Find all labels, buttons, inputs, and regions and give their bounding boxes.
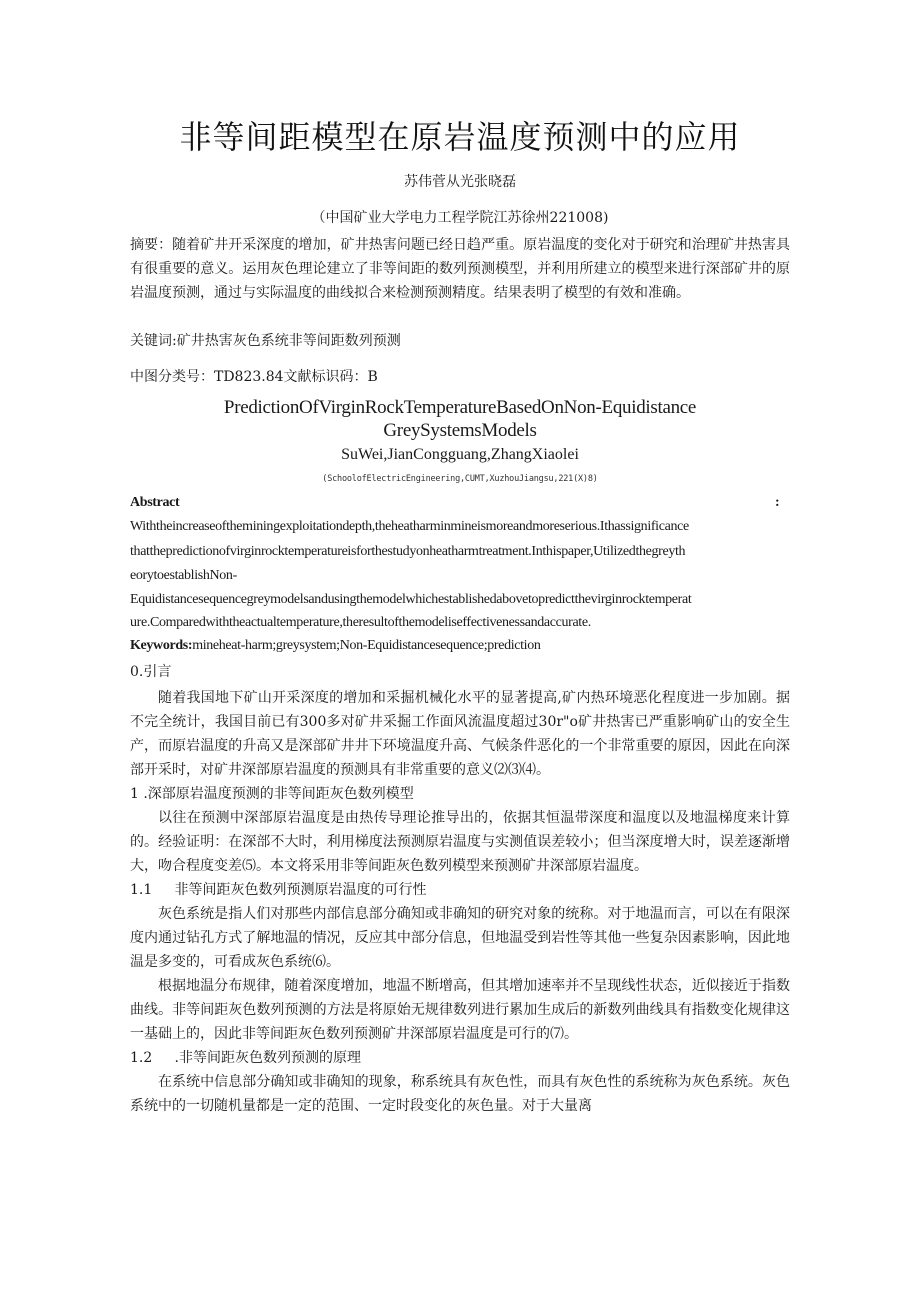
- abstract-en-line: thatthepredictionofvirginrocktemperatureisforthestudyonheatharmtreatment.Inthispaper,Utilizedthegreyth: [130, 544, 686, 559]
- abstract-en-label: Abstract: [130, 495, 180, 510]
- abstract-cn-text: ：随着矿井开采深度的增加，矿井热害问题已经日趋严重。原岩温度的变化对于研究和治理矿井热害具有很重要的意义。运用灰色理论建立了非等间距的数列预测模型，并利用所建立的模型来进行深部矿井的原岩温度预测，通过与实际温度的曲线拟合来检测预测精度。结果表明了模型的有效和准确。: [130, 237, 791, 301]
- section-1-2-para: 在系统中信息部分确知或非确知的现象，称系统具有灰色性，而具有灰色性的系统称为灰色系统。灰色系统中的一切随机量都是一定的范围、一定时段变化的灰色量。对于大量离: [130, 1074, 790, 1114]
- en-authors: SuWei,JianCongguang,ZhangXiaolei: [341, 446, 579, 463]
- section-0-heading: 0.引言: [130, 664, 172, 680]
- section-1-1-heading: 1.1 非等间距灰色数列预测原岩温度的可行性: [130, 882, 427, 898]
- abstract-en-colon: :: [775, 495, 780, 510]
- abstract-en-line: Withtheincreaseoftheminingexploitationdepth,theheatharminmineismoreandmoreserious.Ithassignificance: [130, 519, 689, 534]
- paper-title: 非等间距模型在原岩温度预测中的应用: [179, 118, 741, 156]
- section-1-para: 以往在预测中深部原岩温度是由热传导理论推导出的，依据其恒温带深度和温度以及地温梯度来计算的。经验证明：在深部不大时，利用梯度法预测原岩温度与实测值误差较小；但当深度增大时，误差逐渐增大，吻合程度变差⑸。本文将采用非等间距灰色数列模型来预测矿井深部原岩温度。: [130, 810, 790, 874]
- authors: 苏伟菅从光张晓磊: [404, 174, 516, 190]
- classification: 中图分类号：TD823.84文献标识码：B: [130, 369, 378, 385]
- abstract-en-line: Equidistancesequencegreymodelsandusingthemodelwhichestablishedabovetopredictthevirginrocktemperat: [130, 592, 692, 607]
- section-1-2-heading: 1.2 .非等间距灰色数列预测的原理: [130, 1050, 361, 1066]
- keywords-en-text: mineheat-harm;greysystem;Non-Equidistancesequence;prediction: [192, 638, 541, 653]
- section-0-para: 随着我国地下矿山开采深度的增加和采掘机械化水平的显著提高,矿内热环境恶化程度进一步加剧。据不完全统计，我国目前已有300多对矿井采掘工作面风流温度超过30r"o矿井热害已严重影响矿山的安全生产，而原岩温度的升高又是深部矿井井下环境温度升高、气候条件恶化的一个非常重要的原因，因此在向深部开采时，对矿井深部原岩温度的预测具有非常重要的意义⑵⑶⑷。: [130, 690, 790, 778]
- abstract-cn: [130, 233, 790, 305]
- keywords-en: [130, 634, 541, 658]
- abstract-en-line: ure.Comparedwiththeactualtemperature,theresultofthemodeliseffectivenessandaccurate.: [130, 615, 591, 630]
- keywords-cn: 关键词:矿井热害灰色系统非等间距数列预测: [130, 333, 401, 349]
- abstract-cn-label: 摘要: [130, 237, 159, 253]
- section-1-heading: 1 .深部原岩温度预测的非等间距灰色数列模型: [130, 786, 414, 802]
- abstract-en-line: eorytoestablishNon-: [130, 568, 237, 583]
- affiliation: （中国矿业大学电力工程学院江苏徐州221008): [311, 210, 609, 226]
- en-title-line1: PredictionOfVirginRockTemperatureBasedOnNon-Equidistance: [223, 397, 697, 418]
- section-1-1-para-2: 根据地温分布规律，随着深度增加，地温不断增高，但其增加速率并不呈现线性状态，近似接近于指数曲线。非等间距灰色数列预测的方法是将原始无规律数列进行累加生成后的新数列曲线具有指数变化规律这一基础上的，因此非等间距灰色数列预测矿井深部原岩温度是可行的⑺。: [130, 978, 790, 1042]
- en-affiliation: (SchoolofElectricEngineering,CUMT,XuzhouJiangsu,221(X)8): [322, 474, 598, 484]
- keywords-en-label: Keywords:: [130, 638, 193, 653]
- section-1-1-para-1: 灰色系统是指人们对那些内部信息部分确知或非确知的研究对象的统称。对于地温而言，可以在有限深度内通过钻孔方式了解地温的情况，反应其中部分信息，但地温受到岩性等其他一些复杂因素影响，因此地温是多变的，可看成灰色系统⑹。: [130, 906, 790, 970]
- en-title-line2: GreySystemsModels: [383, 420, 537, 441]
